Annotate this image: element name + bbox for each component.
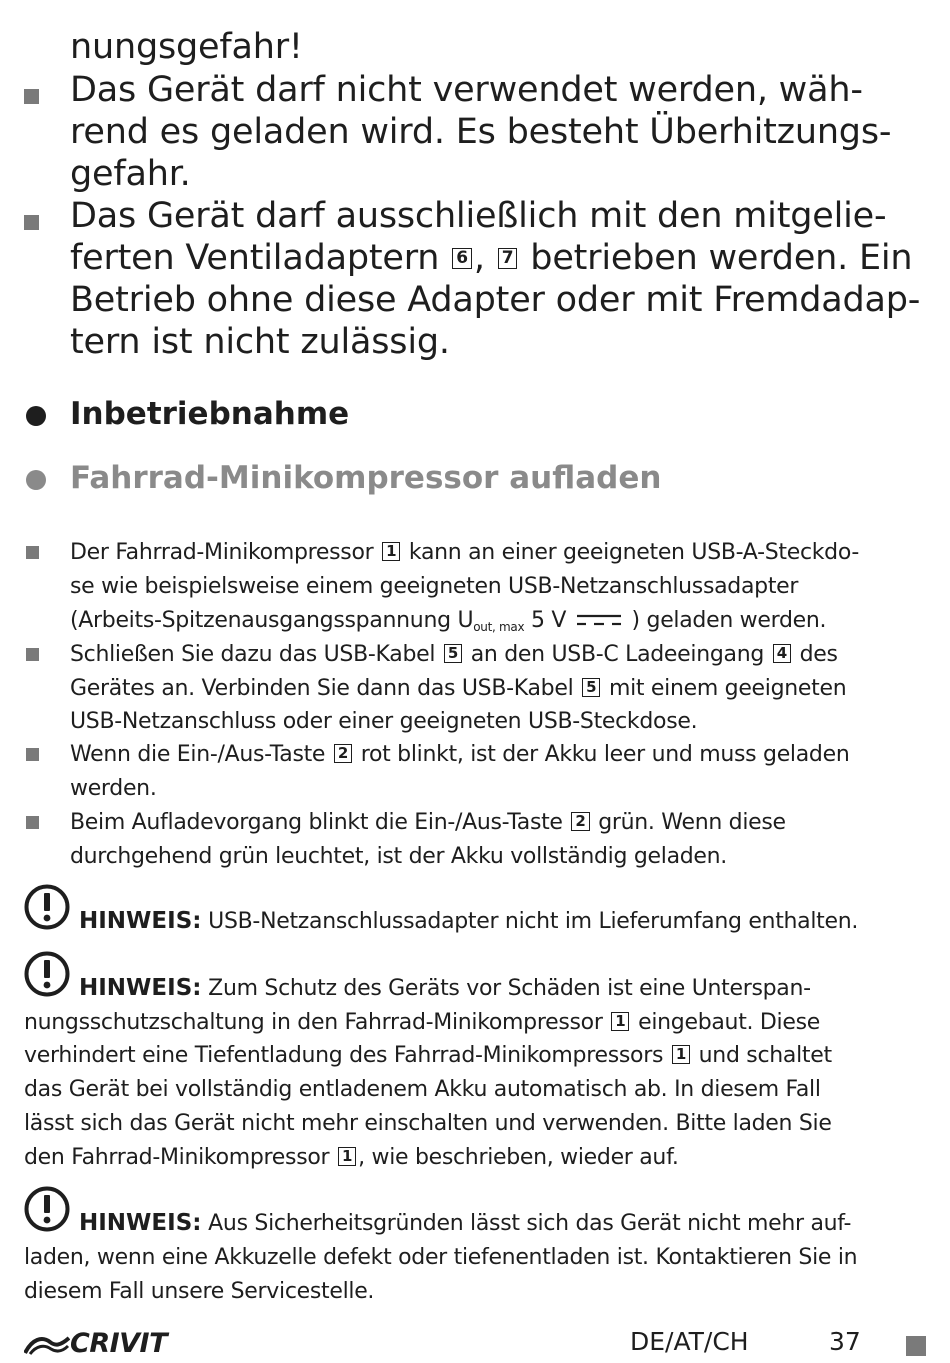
page-number: 37 [829, 1327, 861, 1356]
ref-number-7: 7 [498, 248, 518, 269]
text-span: und schaltet [698, 1043, 832, 1068]
charging-item-2-line: USB-Netzanschluss oder einer geeigneten USB-Steckdose. [70, 709, 698, 734]
safety-continued-line: nungsgefahr! [70, 27, 303, 67]
charging-item-4-line [70, 806, 786, 839]
bullet-marker [26, 816, 39, 829]
subscript: out, max [473, 620, 525, 634]
region-label: DE/AT/CH [630, 1327, 749, 1356]
bullet-marker [24, 89, 39, 104]
brand-name: CRIVIT [70, 1328, 168, 1359]
note-label: HINWEIS: [79, 1210, 202, 1236]
text-span: (Arbeits-Spitzenausgangsspannung U [70, 608, 474, 633]
charging-item-4-line: durchgehend grün leuchtet, ist der Akku vollständig geladen. [70, 844, 727, 869]
safety-item-2-line: tern ist nicht zulässig. [70, 322, 450, 362]
note-2-line [24, 1006, 820, 1039]
heading-dot [26, 406, 46, 426]
crivit-swoosh-icon [24, 1334, 70, 1356]
ref-number-5: 5 [444, 644, 462, 663]
note-label: HINWEIS: [79, 975, 202, 1001]
note-2-line: das Gerät bei vollständig entladenem Akku automatisch ab. In diesem Fall [24, 1077, 821, 1102]
note-3-line: laden, wenn eine Akkuzelle defekt oder tiefenentladen ist. Kontaktieren Sie in [24, 1245, 858, 1270]
text-span: USB-Netzanschlussadapter nicht im Lieferumfang enthalten. [208, 909, 859, 934]
safety-item-1-line: Das Gerät darf nicht verwendet werden, wäh- [70, 70, 863, 110]
note-2-line [79, 972, 811, 1005]
charging-item-3-line: werden. [70, 776, 157, 801]
note-label: HINWEIS: [79, 908, 202, 934]
note-2-line [24, 1039, 832, 1072]
ref-number-4: 4 [773, 644, 791, 663]
ref-number-2: 2 [334, 744, 352, 763]
text-span: verhindert eine Tiefentladung des Fahrrad-Minikompressors [24, 1043, 664, 1068]
safety-item-2-line: Betrieb ohne diese Adapter oder mit Fremdadap- [70, 280, 921, 320]
safety-item-2-line: Das Gerät darf ausschließlich mit den mitgelie- [70, 196, 887, 236]
text-span: den Fahrrad-Minikompressor [24, 1145, 330, 1170]
text-span: betrieben werden. Ein [530, 238, 913, 278]
safety-item-2-line [70, 237, 912, 279]
bullet-marker [26, 546, 39, 559]
heading-dot [26, 470, 46, 490]
text-span: Der Fahrrad-Minikompressor [70, 540, 374, 565]
text-span: Gerätes an. Verbinden Sie dann das USB-Kabel [70, 676, 574, 701]
note-3-line: diesem Fall unsere Servicestelle. [24, 1279, 375, 1304]
text-span: Aus Sicherheitsgründen lässt sich das Gerät nicht mehr auf- [208, 1211, 852, 1236]
text-span: Zum Schutz des Geräts vor Schäden ist eine Unterspan- [208, 976, 811, 1001]
text-span: nungsschutzschaltung in den Fahrrad-Minikompressor [24, 1010, 603, 1035]
text-span: mit einem geeigneten [608, 676, 847, 701]
dc-voltage-icon [576, 613, 622, 627]
section-heading-aufladen: Fahrrad-Minikompressor aufladen [70, 460, 662, 496]
charging-item-1-line: se wie beispielsweise einem geeigneten USB-Netzanschlussadapter [70, 574, 799, 599]
ref-number-1: 1 [672, 1045, 690, 1064]
text-span: eingebaut. Diese [638, 1010, 820, 1035]
text-span: , wie beschrieben, wieder auf. [358, 1145, 679, 1170]
ref-number-1: 1 [382, 542, 400, 561]
exclamation-circle-icon [24, 1186, 70, 1232]
text-span: an den USB-C Ladeeingang [470, 642, 765, 667]
section-heading-inbetriebnahme: Inbetriebnahme [70, 396, 350, 432]
note-1 [79, 905, 858, 938]
text-span: des [799, 642, 838, 667]
brand-logo [24, 1330, 174, 1360]
ref-number-5: 5 [582, 678, 600, 697]
text-span: ferten Ventiladaptern [70, 238, 440, 278]
text-span: Wenn die Ein-/Aus-Taste [70, 742, 326, 767]
text-span: 5 V [531, 608, 567, 633]
text-span: Schließen Sie dazu das USB-Kabel [70, 642, 436, 667]
text-span: rot blinkt, ist der Akku leer und muss geladen [360, 742, 850, 767]
bullet-marker [26, 748, 39, 761]
note-3-line [79, 1207, 851, 1240]
text-span: Beim Aufladevorgang blinkt die Ein-/Aus-Taste [70, 810, 563, 835]
exclamation-circle-icon [24, 884, 70, 930]
charging-item-1-line [70, 536, 859, 569]
ref-number-2: 2 [571, 812, 589, 831]
safety-item-1-line: rend es geladen wird. Es besteht Überhitzungs- [70, 112, 892, 152]
safety-item-1-line: gefahr. [70, 154, 191, 194]
ref-number-1: 1 [338, 1147, 356, 1166]
exclamation-circle-icon [24, 951, 70, 997]
ref-number-6: 6 [452, 248, 472, 269]
text-span: grün. Wenn diese [598, 810, 786, 835]
bullet-marker [24, 215, 39, 230]
footer-marker [906, 1336, 926, 1356]
ref-number-1: 1 [611, 1012, 629, 1031]
text-span: , [473, 238, 485, 278]
charging-item-2-line [70, 638, 838, 671]
charging-item-3-line [70, 738, 849, 771]
text-span: ) geladen werden. [631, 608, 827, 633]
bullet-marker [26, 648, 39, 661]
note-2-line [24, 1141, 679, 1174]
text-span: kann an einer geeigneten USB-A-Steckdo- [408, 540, 860, 565]
note-2-line: lässt sich das Gerät nicht mehr einschalten und verwenden. Bitte laden Sie [24, 1111, 832, 1136]
charging-item-2-line [70, 672, 846, 705]
